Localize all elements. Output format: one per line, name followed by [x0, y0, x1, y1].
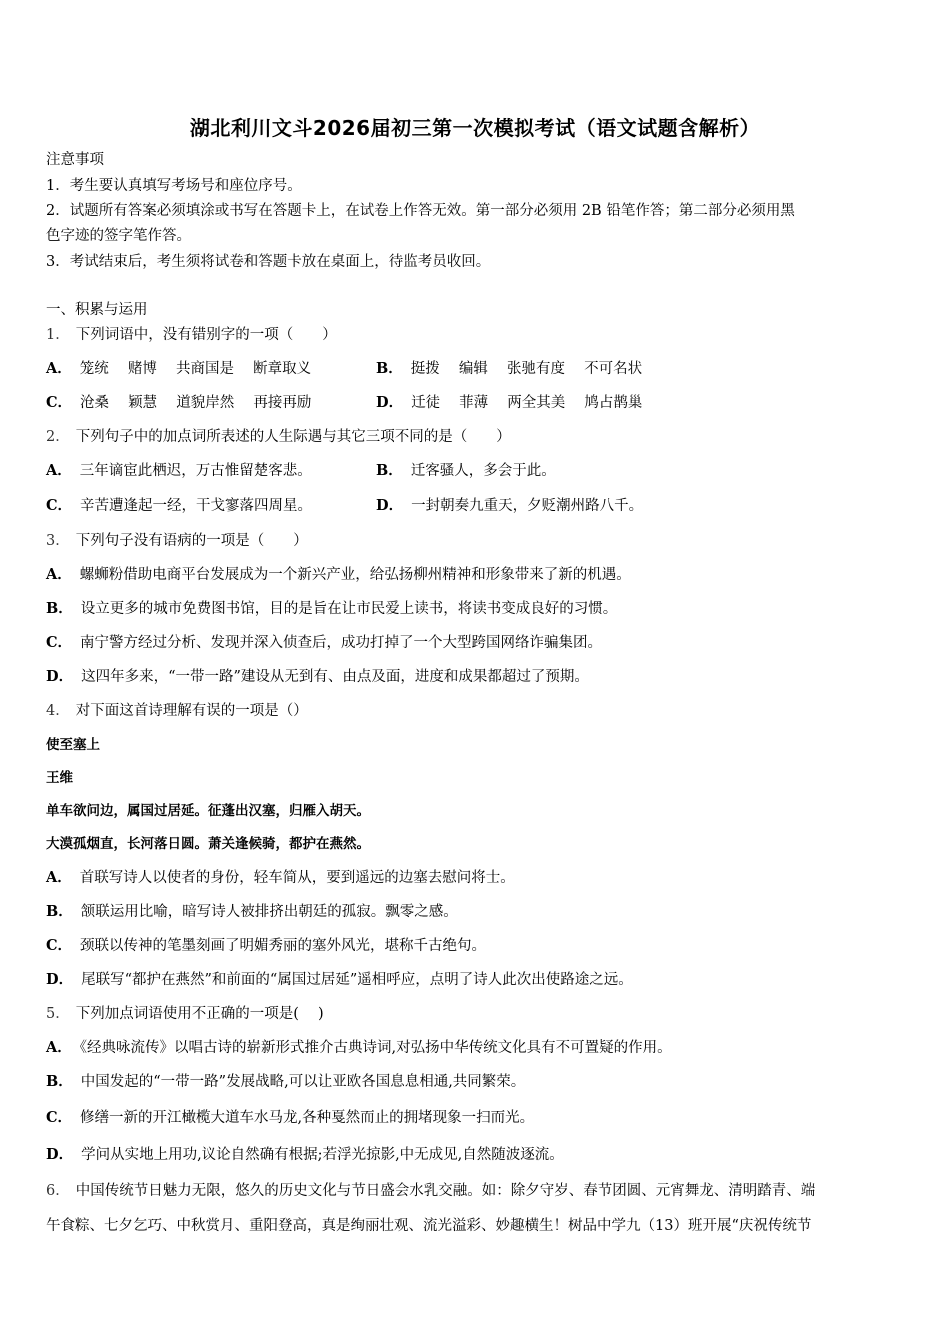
q1-option-a[interactable]	[46, 360, 311, 378]
question-number: 2．	[46, 429, 70, 445]
option-label: A．	[46, 869, 72, 886]
page-title: 湖北利川文斗2026届初三第一次模拟考试（语文试题含解析）	[189, 116, 761, 140]
option-label: D．	[46, 971, 74, 988]
q4-option-a[interactable]	[46, 869, 515, 887]
option-text: 学问从实地上用功,议论自然确有根据;若浮光掠影,中无成见,自然随波逐流。	[81, 1147, 564, 1163]
option-text: 笼统 赌博 共商国是 断章取义	[79, 361, 312, 377]
question-text: 下列词语中，没有错别字的一项（ ）	[75, 327, 337, 343]
q4-option-c[interactable]	[46, 937, 486, 955]
question-number: 4．	[46, 703, 70, 719]
q4-option-d[interactable]	[46, 971, 633, 989]
option-label: D．	[376, 497, 404, 514]
option-label: B．	[46, 600, 73, 617]
question-text: 中国传统节日魅力无限，悠久的历史文化与节日盛会水乳交融。如：除夕守岁、春节团圆、元宵舞龙、清明踏青、端	[75, 1183, 816, 1199]
q1-option-c[interactable]	[46, 394, 311, 412]
q3-option-c[interactable]	[46, 634, 602, 652]
notice-item: 3．考试结束后，考生须将试卷和答题卡放在桌面上，待监考员收回。	[46, 254, 491, 270]
question-text: 下列加点词语使用不正确的一项是( )	[75, 1006, 324, 1022]
option-label: B．	[46, 903, 73, 920]
question-6-stem	[46, 1182, 815, 1200]
option-text: 《经典咏流传》以唱古诗的崭新形式推介古典诗词,对弘扬中华传统文化具有不可置疑的作用。	[79, 1040, 672, 1056]
option-text: 辛苦遭逢起一经，干戈寥落四周星。	[80, 498, 313, 514]
option-text: 沧桑 颖慧 道貌岸然 再接再励	[80, 395, 312, 411]
q3-option-a[interactable]	[46, 566, 631, 584]
q1-option-d[interactable]	[376, 394, 642, 412]
q2-option-d[interactable]	[376, 497, 643, 515]
q5-option-a[interactable]	[46, 1039, 672, 1057]
option-text: 修缮一新的开江橄榄大道车水马龙,各种戛然而止的拥堵现象一扫而光。	[80, 1110, 535, 1126]
q1-option-b[interactable]	[376, 360, 642, 378]
option-text: 南宁警方经过分析、发现并深入侦查后，成功打掉了一个大型跨国网络诈骗集团。	[80, 635, 603, 651]
option-label: C．	[46, 497, 73, 514]
option-label: B．	[46, 1073, 73, 1090]
option-text: 三年谪宦此栖迟，万古惟留楚客悲。	[79, 463, 312, 479]
q2-option-a[interactable]	[46, 462, 312, 480]
option-label: C．	[46, 394, 73, 411]
question-text: 下列句子中的加点词所表述的人生际遇与其它三项不同的是（ ）	[75, 429, 511, 445]
poem-author: 王维	[46, 770, 73, 786]
option-text: 迁徒 菲薄 两全其美 鸠占鹊巢	[411, 395, 643, 411]
option-label: A．	[46, 566, 72, 583]
option-label: D．	[376, 394, 404, 411]
q2-option-c[interactable]	[46, 497, 312, 515]
option-text: 首联写诗人以使者的身份，轻车简从，要到遥远的边塞去慰问将士。	[79, 870, 515, 886]
question-2-stem	[46, 428, 511, 446]
option-text: 设立更多的城市免费图书馆，目的是旨在让市民爱上读书，将读书变成良好的习惯。	[80, 601, 618, 617]
option-label: D．	[46, 668, 74, 685]
question-number: 1．	[46, 327, 70, 343]
poem-line: 大漠孤烟直，长河落日圆。萧关逢候骑，都护在燕然。	[46, 836, 370, 852]
option-text: 中国发起的“一带一路”发展战略,可以让亚欧各国息息相通,共同繁荣。	[80, 1074, 526, 1090]
option-text: 一封朝奏九重天，夕贬潮州路八千。	[411, 498, 644, 514]
q3-option-d[interactable]	[46, 668, 589, 686]
option-text: 挺拨 编辑 张驰有度 不可名状	[410, 361, 643, 377]
notice-heading: 注意事项	[46, 152, 104, 168]
option-label: C．	[46, 634, 73, 651]
option-label: C．	[46, 937, 73, 954]
notice-item: 色字迹的签字笔作答。	[46, 228, 191, 244]
question-4-stem	[46, 702, 308, 720]
option-label: C．	[46, 1109, 73, 1126]
notice-item: 1．考生要认真填写考场号和座位序号。	[46, 178, 302, 194]
option-text: 颔联运用比喻，暗写诗人被排挤出朝廷的孤寂。飘零之感。	[80, 904, 458, 920]
option-label: D．	[46, 1146, 74, 1163]
q2-option-b[interactable]	[376, 462, 556, 480]
notice-item: 2．试题所有答案必须填涂或书写在答题卡上，在试卷上作答无效。第一部分必须用 2B 铅笔作答；第二部分必须用黑	[46, 203, 795, 219]
question-text: 下列句子没有语病的一项是（ ）	[75, 533, 308, 549]
question-5-stem	[46, 1005, 324, 1023]
option-text: 颈联以传神的笔墨刻画了明媚秀丽的塞外风光，堪称千古绝句。	[80, 938, 487, 954]
poem-title: 使至塞上	[46, 737, 100, 753]
option-text: 迁客骚人，多会于此。	[410, 463, 556, 479]
question-3-stem	[46, 532, 308, 550]
option-text: 尾联写“都护在燕然”和前面的“属国过居延”遥相呼应，点明了诗人此次出使路途之远。	[81, 972, 633, 988]
option-label: A．	[46, 360, 72, 377]
question-1-stem	[46, 326, 337, 344]
q4-option-b[interactable]	[46, 903, 458, 921]
option-text: 这四年多来，“一带一路”建设从无到有、由点及面，进度和成果都超过了预期。	[81, 669, 589, 685]
q5-option-d[interactable]	[46, 1146, 564, 1164]
q5-option-c[interactable]	[46, 1109, 534, 1127]
section-heading: 一、积累与运用	[46, 302, 148, 318]
option-label: A．	[46, 462, 72, 479]
question-number: 3．	[46, 533, 70, 549]
question-6-continued: 午食粽、七夕乞巧、中秋赏月、重阳登高，真是绚丽壮观、流光溢彩、妙趣横生！树品中学九（13）班开展“庆祝传统节	[46, 1218, 812, 1234]
q3-option-b[interactable]	[46, 600, 617, 618]
question-number: 5．	[46, 1006, 70, 1022]
poem-line: 单车欲问边，属国过居延。征蓬出汉塞，归雁入胡天。	[46, 803, 370, 819]
option-text: 螺蛳粉借助电商平台发展成为一个新兴产业，给弘扬柳州精神和形象带来了新的机遇。	[79, 567, 631, 583]
question-number: 6．	[46, 1183, 70, 1199]
question-text: 对下面这首诗理解有误的一项是（）	[75, 703, 308, 719]
q5-option-b[interactable]	[46, 1073, 525, 1091]
option-label: B．	[376, 360, 403, 377]
option-label: A．	[46, 1039, 72, 1056]
option-label: B．	[376, 462, 403, 479]
